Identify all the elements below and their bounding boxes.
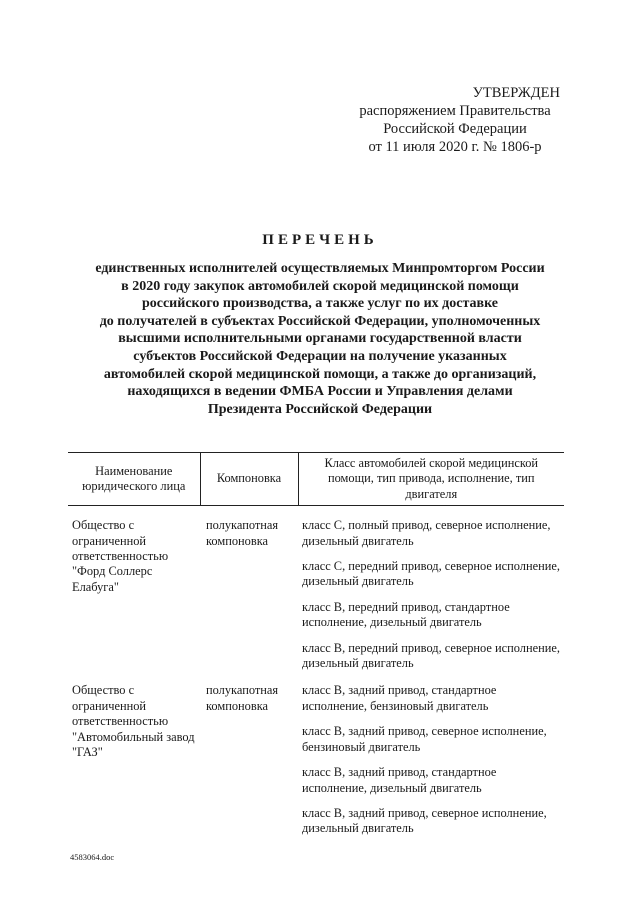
layout-type: полукапотная компоновка xyxy=(206,518,279,548)
entity-name: Общество с ограниченной ответственностью "Автомобильный завод "ГАЗ" xyxy=(72,683,195,760)
file-reference: 4583064.doc xyxy=(70,852,115,862)
entity-name: Общество с ограниченной ответственностью "Форд Соллерс Елабуга" xyxy=(72,518,169,594)
table-row xyxy=(68,506,564,672)
document-subtitle xyxy=(70,260,570,418)
subtitle-line: Президента Российской Федерации xyxy=(207,401,433,417)
subtitle-line: автомобилей скорой медицинской помощи, а также до организаций, xyxy=(103,366,537,382)
subtitle-line: находящихся в ведении ФМБА России и Управления делами xyxy=(127,384,513,400)
class-item: класс В, передний привод, северное исполнение, дизельный двигатель xyxy=(302,640,560,671)
subtitle-line: российского производства, а также услуг по их доставке xyxy=(141,296,499,312)
approval-line-3: от 11 июля 2020 г. № 1806-р xyxy=(368,139,542,155)
table-row xyxy=(68,671,564,836)
class-list xyxy=(298,506,564,672)
approval-heading: УТВЕРЖДЕН xyxy=(472,85,560,101)
subtitle-line: субъектов Российской Федерации на получение указанных xyxy=(133,348,507,364)
header-layout: Компоновка xyxy=(200,453,298,506)
header-entity: Наименование юридического лица xyxy=(68,453,200,506)
document-title: ПЕРЕЧЕНЬ xyxy=(262,232,378,248)
class-item: класс В, передний привод, стандартное исполнение, дизельный двигатель xyxy=(302,599,510,630)
class-item: класс С, полный привод, северное исполнение, дизельный двигатель xyxy=(302,518,551,548)
class-item: класс В, задний привод, стандартное исполнение, дизельный двигатель xyxy=(302,765,497,795)
class-item: класс В, задний привод, стандартное исполнение, бензиновый двигатель xyxy=(302,683,497,713)
approval-line-2: Российской Федерации xyxy=(383,121,527,137)
header-class: Класс автомобилей скорой медицинской помощи, тип привода, исполнение, тип двигателя xyxy=(298,453,564,506)
approval-line-1: распоряжением Правительства xyxy=(359,103,551,119)
class-item: класс В, задний привод, северное исполнение, дизельный двигатель xyxy=(302,805,547,836)
layout-type: полукапотная компоновка xyxy=(206,683,279,713)
class-item: класс С, передний привод, северное исполнение, дизельный двигатель xyxy=(302,559,560,589)
subtitle-line: единственных исполнителей осуществляемых Минпромторгом России xyxy=(95,261,545,276)
subtitle-line: до получателей в субъектах Российской Федерации, уполномоченных xyxy=(99,313,541,329)
approval-block xyxy=(330,84,580,156)
subtitle-line: в 2020 году закупок автомобилей скорой медицинской помощи xyxy=(121,278,519,294)
table-header-row xyxy=(68,453,564,506)
subtitle-line: высшими исполнительными органами государственной власти xyxy=(118,331,522,347)
contractors-table xyxy=(68,452,564,837)
class-item: класс В, задний привод, северное исполнение, бензиновый двигатель xyxy=(302,724,547,754)
class-list xyxy=(298,671,564,836)
